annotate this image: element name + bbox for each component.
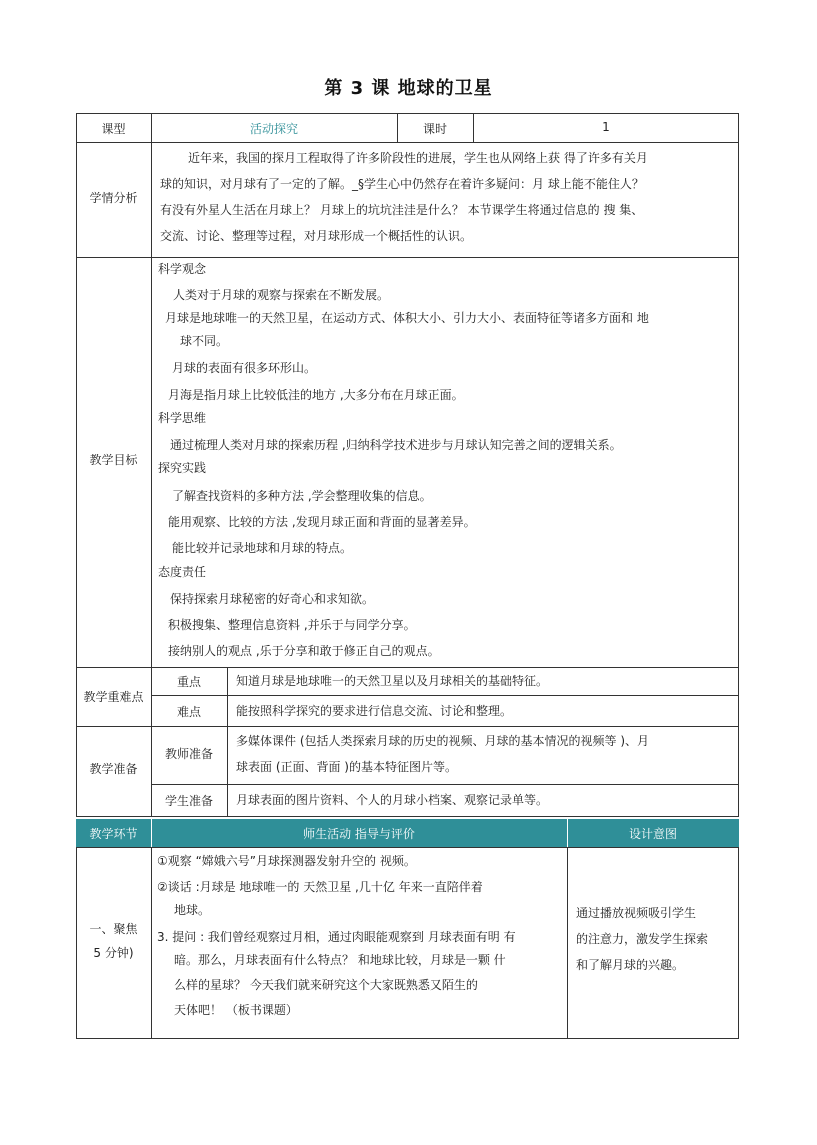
analysis-line: 有没有外星人生活在月球上？ 月球上的坑坑洼洼是什么？ 本节课学生将通过信息的 搜 集、 (160, 203, 644, 217)
step1-activity-line: 3. 提问 : 我们曾经观察过月相，通过肉眼能观察到 月球表面有明 有 (157, 930, 516, 944)
step1-activity-line: 天体吧！ （板书课题） (174, 1003, 298, 1017)
objective-item: 能用观察、比较的方法 ,发现月球正面和背面的显著差异。 (168, 515, 476, 529)
analysis-label: 学情分析 (89, 191, 138, 205)
objective-heading: 探究实践 (158, 461, 207, 475)
objective-item: 月海是指月球上比较低洼的地方 ,大多分布在月球正面。 (168, 388, 464, 402)
step1-activity-line: 暗。那么，月球表面有什么特点？ 和地球比较，月球是一颗 什 (174, 953, 506, 967)
header-activity: 师生活动 指导与评价 (303, 827, 415, 841)
key-label: 重点 (176, 675, 201, 689)
objective-item: 接纳别人的观点 ,乐于分享和敢于修正自己的观点。 (168, 644, 440, 658)
type-value: 活动探究 (249, 122, 298, 136)
step1-activity-line: ①观察 “嫦娥六号”月球探测器发射升空的 视频。 (157, 854, 416, 868)
objective-item: 月球的表面有很多环形山。 (172, 361, 317, 375)
step1-duration: 5 分钟) (93, 946, 134, 960)
difficulty-text: 能按照科学探究的要求进行信息交流、讨论和整理。 (236, 704, 513, 718)
key-text: 知道月球是地球唯一的天然卫星以及月球相关的基础特征。 (236, 674, 549, 688)
objective-item: 了解查找资料的多种方法 ,学会整理收集的信息。 (172, 489, 432, 503)
hours-value: 1 (602, 120, 610, 134)
objective-heading: 科学观念 (158, 262, 207, 276)
objectives-label: 教学目标 (89, 453, 138, 467)
objective-item: 月球是地球唯一的天然卫星，在运动方式、体积大小、引力大小、表面特征等诸多方面和 地 (165, 311, 649, 325)
analysis-line: 交流、讨论、整理等过程，对月球形成一个概括性的认识。 (160, 229, 473, 243)
step1-activity-line: 么样的星球？ 今天我们就来研究这个大家既熟悉又陌生的 (174, 978, 478, 992)
objective-heading: 科学思维 (158, 411, 207, 425)
step1-intent-line: 的注意力，激发学生探索 (576, 932, 709, 946)
step1-activity-line: ②谈话 :月球是 地球唯一的 天然卫星 ,几十亿 年来一直陪伴着 (157, 880, 483, 894)
prep-label: 教学准备 (89, 762, 138, 776)
step1-label: 一、聚焦 (89, 922, 138, 936)
keypoints-label: 教学重难点 (83, 690, 144, 704)
objective-item: 保持探索月球秘密的好奇心和求知欲。 (170, 592, 375, 606)
page-title: 第 3 课 地球的卫星 (324, 78, 493, 99)
step1-intent-line: 通过播放视频吸引学生 (576, 906, 697, 920)
hours-label: 课时 (422, 122, 447, 136)
objective-item: 球不同。 (180, 334, 229, 348)
teacher-prep-line: 多媒体课件 (包括人类探索月球的历史的视频、月球的基本情况的视频等 )、月 (236, 734, 649, 748)
objective-heading: 态度责任 (158, 565, 207, 579)
teacher-prep-line: 球表面 (正面、背面 )的基本特征图片等。 (236, 760, 457, 774)
step1-intent-line: 和了解月球的兴趣。 (576, 958, 685, 972)
student-prep-label: 学生准备 (164, 794, 213, 808)
header-stage: 教学环节 (89, 827, 138, 841)
objective-item: 通过梳理人类对月球的探索历程 ,归纳科学技术进步与月球认知完善之间的逻辑关系。 (170, 438, 622, 452)
teacher-prep-label: 教师准备 (164, 747, 213, 761)
objective-item: 人类对于月球的观察与探索在不断发展。 (173, 288, 390, 302)
type-label: 课型 (101, 122, 126, 136)
student-prep-text: 月球表面的图片资料、个人的月球小档案、观察记录单等。 (236, 793, 549, 807)
objective-item: 积极搜集、整理信息资料 ,并乐于与同学分享。 (168, 618, 416, 632)
analysis-line: 球的知识，对月球有了一定的了解。_§学生心中仍然存在着许多疑问：月 球上能不能住人？ (160, 177, 644, 191)
analysis-line: 近年来，我国的探月工程取得了许多阶段性的进展，学生也从网络上获 得了许多有关月 (188, 151, 648, 165)
step1-activity-line: 地球。 (174, 903, 211, 917)
objective-item: 能比较并记录地球和月球的特点。 (172, 541, 353, 555)
difficulty-label: 难点 (176, 705, 201, 719)
header-intent: 设计意图 (628, 827, 677, 841)
